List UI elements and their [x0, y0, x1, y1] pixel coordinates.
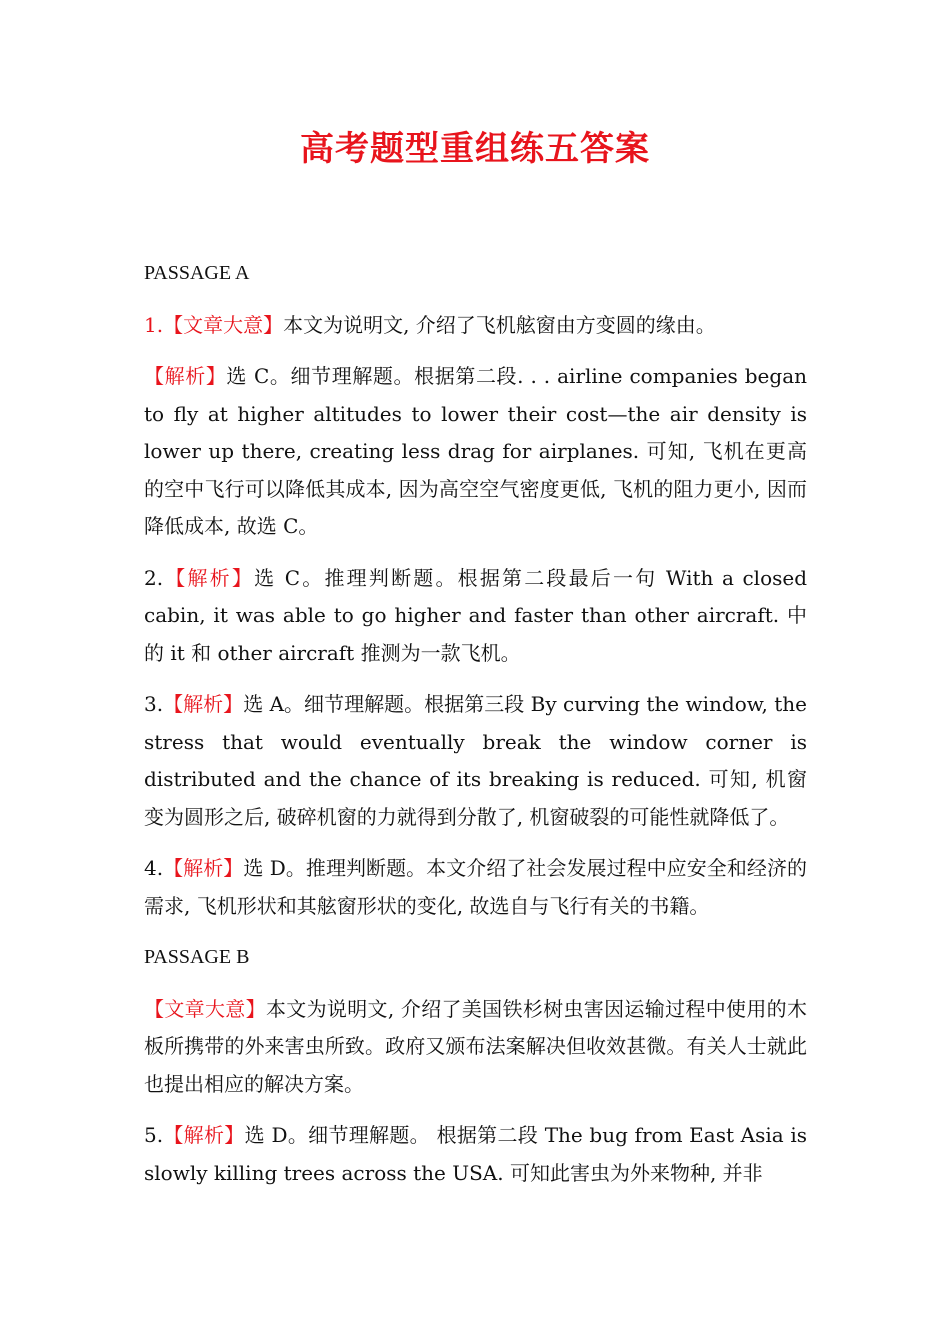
- analysis-text: 选 D。细节理解题。 根据第二段 The bug from East Asia is slowly killing trees across the USA. 可知此害虫为外来物种, 并非: [144, 1123, 808, 1185]
- analysis-text: 选 A。细节理解题。根据第三段 By curving the window, the stress that would eventually break the window corner is distributed and the chance of its breaking is reduced. 可知, 机窗变为圆形之后, 破碎机窗的力就得到分散了, 机窗破裂的可能性就降低了。: [144, 692, 807, 829]
- summary-text: 本文为说明文, 介绍了美国铁杉树虫害因运输过程中使用的木板所携带的外来害虫所致。政府又颁布法案解决但收效甚微。有关人士就此也提出相应的解决方案。: [144, 996, 808, 1096]
- analysis-text: 选 C。细节理解题。根据第二段. . . airline companies began to fly at higher altitudes to lower their cost—the air density is lower up there, creating less drag for airplanes. 可知, 飞机在更高的空中飞行可以降低其成本, 因为高空空气密度更低, 飞机的阻力更小, 因而降低成本, 故选 C。: [144, 364, 807, 538]
- question-number: 4.: [144, 856, 164, 880]
- passage-b-label: PASSAGE B: [144, 946, 250, 968]
- passage-b-summary: [144, 991, 807, 1104]
- analysis-tag: 【解析】: [163, 856, 244, 880]
- page-title: 高考题型重组练五答案: [300, 129, 650, 169]
- analysis-tag: 【解析】: [144, 364, 227, 388]
- question-3-analysis: [144, 686, 807, 836]
- analysis-tag: 【解析】: [163, 1123, 245, 1147]
- question-5-analysis: [144, 1117, 807, 1192]
- question-2-analysis: [144, 560, 807, 673]
- analysis-text: 选 D。推理判断题。本文介绍了社会发展过程中应安全和经济的需求, 飞机形状和其舷窗形状的变化, 故选自与飞行有关的书籍。: [144, 856, 807, 918]
- question-4-analysis: [144, 850, 807, 925]
- analysis-text: 选 C。推理判断题。根据第二段最后一句 With a closed cabin, it was able to go higher and faster than other aircraft. 中的 it 和 other aircraft 推测为一款飞机。: [144, 565, 808, 665]
- question-number: 3.: [144, 692, 164, 716]
- question-number: 2.: [144, 565, 164, 590]
- summary-tag: 【文章大意】: [163, 312, 284, 337]
- passage-a-label: PASSAGE A: [144, 262, 250, 284]
- summary-text: 本文为说明文, 介绍了飞机舷窗由方变圆的缘由。: [283, 312, 716, 337]
- passage-a-summary: [144, 307, 807, 345]
- analysis-tag: 【解析】: [163, 692, 244, 716]
- answer-content: [144, 255, 807, 1206]
- question-number: 5.: [144, 1123, 164, 1147]
- analysis-tag: 【解析】: [163, 565, 255, 590]
- summary-number: 1.: [144, 312, 164, 337]
- summary-tag: 【文章大意】: [144, 996, 266, 1021]
- question-1-analysis: [144, 358, 807, 546]
